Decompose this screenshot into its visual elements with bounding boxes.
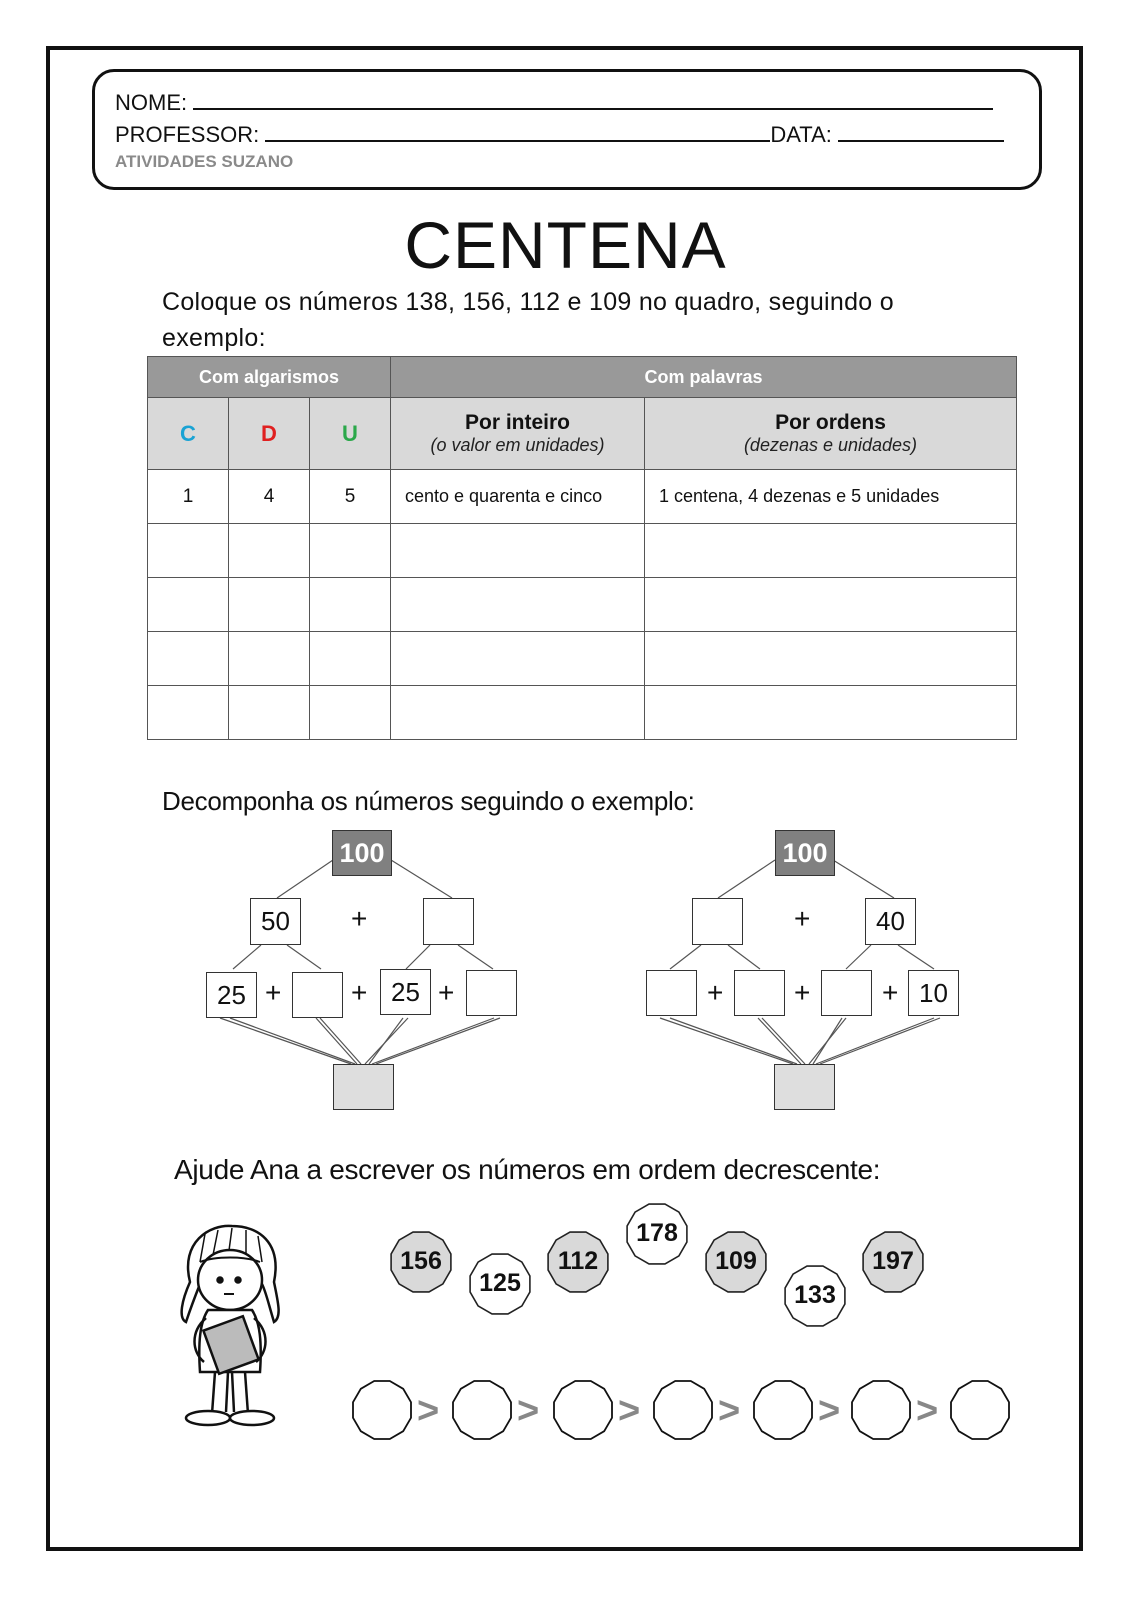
- number-coin-label: 197: [872, 1247, 914, 1275]
- number-coin-label: 133: [794, 1281, 836, 1309]
- col-whole-title: Por inteiro: [464, 411, 570, 434]
- page-title: CENTENA: [404, 208, 727, 282]
- greater-than-separator: >: [818, 1390, 841, 1432]
- exercise1-instruction-line1: Coloque os números 138, 156, 112 e 109 no quadro, seguindo o: [162, 288, 894, 316]
- example-d: 4: [229, 470, 310, 524]
- tree1-leaf3-box: 25: [380, 969, 431, 1015]
- col-u-header: U: [342, 420, 358, 446]
- tree1-plus-3: +: [438, 977, 455, 1008]
- answer-circle[interactable]: [349, 1377, 415, 1443]
- tree2-right-box: 40: [865, 898, 916, 945]
- tree1-plus-top: +: [351, 903, 368, 934]
- answer-circle[interactable]: [550, 1377, 616, 1443]
- col-c-header: C: [180, 420, 196, 446]
- tree2-result-box[interactable]: [774, 1064, 835, 1110]
- tree1-top-box: 100: [332, 830, 392, 876]
- example-whole: cento e quarenta e cinco: [391, 470, 645, 524]
- tree2-top-box: 100: [775, 830, 835, 876]
- exercise2-instruction: Decomponha os números seguindo o exemplo:: [162, 786, 695, 816]
- exercise1-instruction-line2: exemplo:: [162, 324, 266, 352]
- col-d-header: D: [261, 420, 277, 446]
- girl-illustration: [170, 1222, 290, 1432]
- example-orders: 1 centena, 4 dezenas e 5 unidades: [645, 470, 1017, 524]
- tree1-plus-1: +: [265, 977, 282, 1008]
- tree2-leaf2-box-blank[interactable]: [734, 970, 785, 1016]
- example-u: 5: [310, 470, 391, 524]
- tree1-leaf1-box: 25: [206, 972, 257, 1018]
- col-orders-subtitle: (dezenas e unidades): [743, 435, 918, 455]
- number-coin-label: 178: [636, 1219, 678, 1247]
- tree1-plus-2: +: [351, 977, 368, 1008]
- tree2-plus-3: +: [882, 977, 899, 1008]
- group-digits-header: Com algarismos: [148, 357, 391, 398]
- exercise3-instruction: Ajude Ana a escrever os números em ordem decrescente:: [174, 1154, 881, 1185]
- greater-than-separator: >: [916, 1390, 939, 1432]
- tree2-leaf4-box: 10: [908, 970, 959, 1016]
- greater-than-separator: >: [718, 1390, 741, 1432]
- greater-than-separator: >: [618, 1390, 641, 1432]
- tree2-leaf1-box-blank[interactable]: [646, 970, 697, 1016]
- tree2-left-box-blank[interactable]: [692, 898, 743, 945]
- number-coin-label: 156: [400, 1247, 442, 1275]
- teacher-label: PROFESSOR:: [115, 122, 260, 147]
- tree1-left-box: 50: [250, 898, 301, 945]
- answer-circle[interactable]: [750, 1377, 816, 1443]
- tree2-leaf3-box-blank[interactable]: [821, 970, 872, 1016]
- answer-circle[interactable]: [650, 1377, 716, 1443]
- name-label: NOME:: [115, 90, 188, 115]
- answer-circle[interactable]: [947, 1377, 1013, 1443]
- tree2-plus-top: +: [794, 903, 811, 934]
- answer-circle[interactable]: [449, 1377, 515, 1443]
- number-coin-label: 109: [715, 1247, 757, 1275]
- number-coin-label: 125: [479, 1269, 521, 1297]
- answer-circle[interactable]: [848, 1377, 914, 1443]
- number-coin-label: 112: [557, 1247, 599, 1275]
- example-c: 1: [148, 470, 229, 524]
- col-orders-title: Por ordens: [775, 411, 886, 434]
- col-whole-subtitle: (o valor em unidades): [430, 435, 605, 455]
- greater-than-separator: >: [517, 1390, 540, 1432]
- tree2-plus-2: +: [794, 977, 811, 1008]
- date-label: DATA:: [770, 122, 832, 147]
- group-words-header: Com palavras: [391, 357, 1017, 398]
- greater-than-separator: >: [417, 1390, 440, 1432]
- brand-label: ATIVIDADES SUZANO: [115, 152, 294, 171]
- tree2-plus-1: +: [707, 977, 724, 1008]
